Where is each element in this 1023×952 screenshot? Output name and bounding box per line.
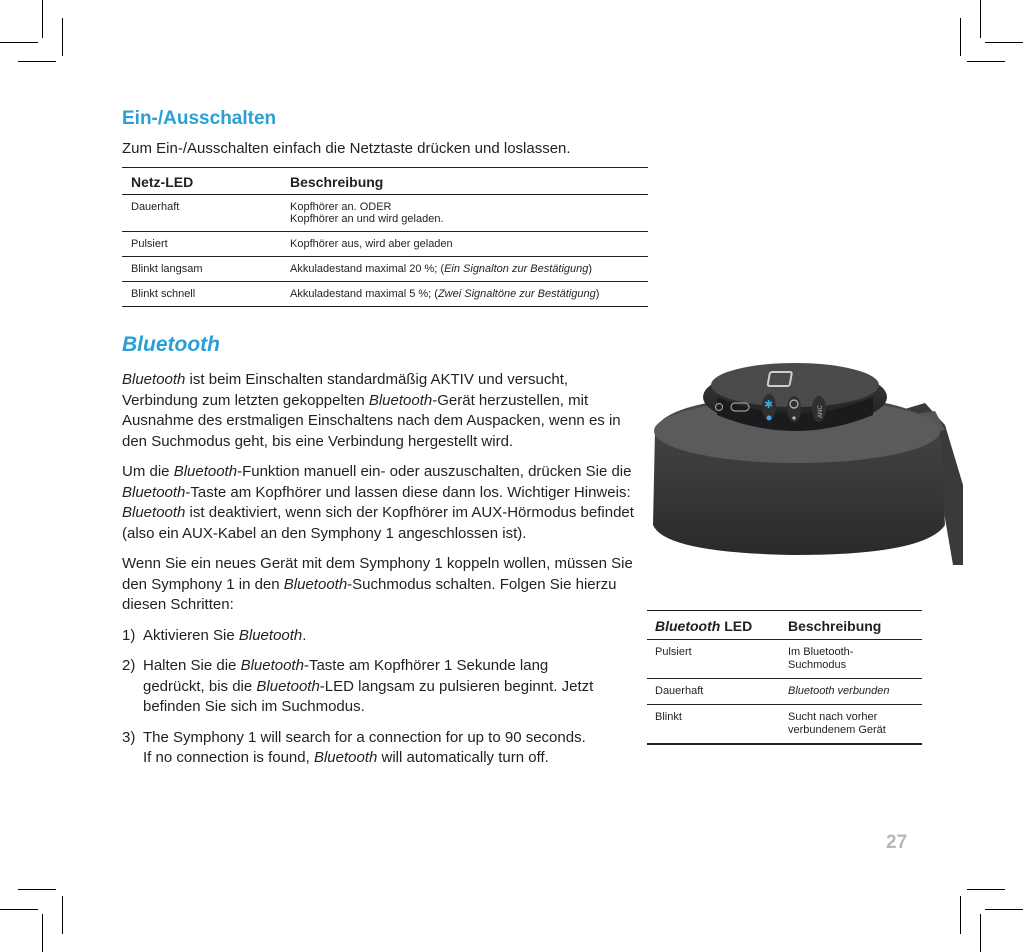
bluetooth-body — [122, 370, 642, 779]
crop-mark — [967, 61, 1005, 62]
crop-mark — [62, 896, 63, 934]
column-header-description: Beschreibung — [780, 611, 922, 640]
power-led-table — [122, 167, 648, 307]
power-intro: Zum Ein-/Ausschalten einfach die Netztaste drücken und loslassen. — [122, 140, 571, 157]
description-cell: Kopfhörer an. ODER Kopfhörer an und wird geladen. — [281, 195, 648, 232]
bluetooth-led-icon — [767, 416, 772, 421]
description-cell: Bluetooth verbunden — [780, 679, 922, 705]
crop-mark — [980, 914, 981, 952]
led-cell: Pulsiert — [647, 640, 780, 679]
table-row — [122, 195, 648, 232]
column-header-description: Beschreibung — [281, 168, 648, 195]
paragraph: Wenn Sie ein neues Gerät mit dem Symphony 1 koppeln wollen, müssen Sie den Symphony 1 in den Bluetooth-Suchmodus schalten. Folgen Sie hierzu diesen Schritten: — [122, 555, 633, 613]
step-item: 3) The Symphony 1 will search for a connection for up to 90 seconds. If no connection is found, Bluetooth will automatically turn off. — [122, 728, 586, 766]
led-cell: Blinkt langsam — [122, 257, 281, 282]
table-row — [647, 705, 922, 745]
crop-mark — [980, 0, 981, 38]
table-header-row — [647, 611, 922, 640]
paragraph: Bluetooth ist beim Einschalten standardmäßig AKTIV und versucht, Verbindung zum letzten gekoppelten Bluetooth-Gerät herzustellen, mit Ausnahme des erstmaligen Einschaltens nach dem Auspacken, wenn es in den Suchmodus geht, bis eine Verbindung hergestellt wird. — [122, 371, 621, 450]
crop-mark — [18, 889, 56, 890]
description-cell: Akkuladestand maximal 20 %; (Ein Signalton zur Bestätigung) — [281, 257, 648, 282]
table-header-row — [122, 168, 648, 195]
column-header-led: Netz-LED — [122, 168, 281, 195]
description-cell: Kopfhörer aus, wird aber geladen — [281, 232, 648, 257]
led-cell: Blinkt — [647, 705, 780, 745]
table-row — [647, 640, 922, 679]
table-row — [647, 679, 922, 705]
crop-mark — [985, 42, 1023, 43]
crop-mark — [0, 42, 38, 43]
description-cell: Im Bluetooth-Suchmodus — [780, 640, 922, 679]
column-header-led: Bluetooth LED — [647, 611, 780, 640]
crop-mark — [18, 61, 56, 62]
page-number: 27 — [886, 832, 908, 853]
led-cell: Dauerhaft — [647, 679, 780, 705]
table-row — [122, 232, 648, 257]
section-heading-power: Ein-/Ausschalten — [122, 108, 277, 129]
crop-mark — [960, 18, 961, 56]
crop-mark — [62, 18, 63, 56]
crop-mark — [985, 909, 1023, 910]
paragraph: Um die Bluetooth-Funktion manuell ein- oder auszuschalten, drücken Sie die Bluetooth-Taste am Kopfhörer und lassen diese dann los. Wichtiger Hinweis: Bluetooth ist deaktiviert, wenn sich der Kopfhörer im AUX-Hörmodus befindet (also ein AUX-Kabel an den Symphony 1 angeschlossen ist). — [122, 463, 634, 542]
headphone-earcup-image — [645, 355, 963, 565]
table-row — [122, 257, 648, 282]
led-cell: Blinkt schnell — [122, 282, 281, 307]
crop-mark — [0, 909, 38, 910]
section-heading-bluetooth: Bluetooth — [122, 333, 220, 356]
crop-mark — [42, 0, 43, 38]
anc-label: ANC — [818, 405, 824, 418]
bluetooth-icon: ✱ — [764, 398, 774, 411]
crop-mark — [960, 896, 961, 934]
table-row — [122, 282, 648, 307]
description-cell: Sucht nach vorher verbundenem Gerät — [780, 705, 922, 745]
crop-mark — [42, 914, 43, 952]
step-item: 2) Halten Sie die Bluetooth-Taste am Kopfhörer 1 Sekunde lang gedrückt, bis die Bluetooth-LED langsam zu pulsieren beginnt. Jetzt befinden Sie sich im Suchmodus. — [122, 657, 594, 715]
led-cell: Pulsiert — [122, 232, 281, 257]
bluetooth-led-table — [647, 610, 922, 745]
step-item: 1) Aktivieren Sie Bluetooth. — [122, 626, 307, 644]
crop-mark — [967, 889, 1005, 890]
description-cell: Akkuladestand maximal 5 %; (Zwei Signaltöne zur Bestätigung) — [281, 282, 648, 307]
led-cell: Dauerhaft — [122, 195, 281, 232]
